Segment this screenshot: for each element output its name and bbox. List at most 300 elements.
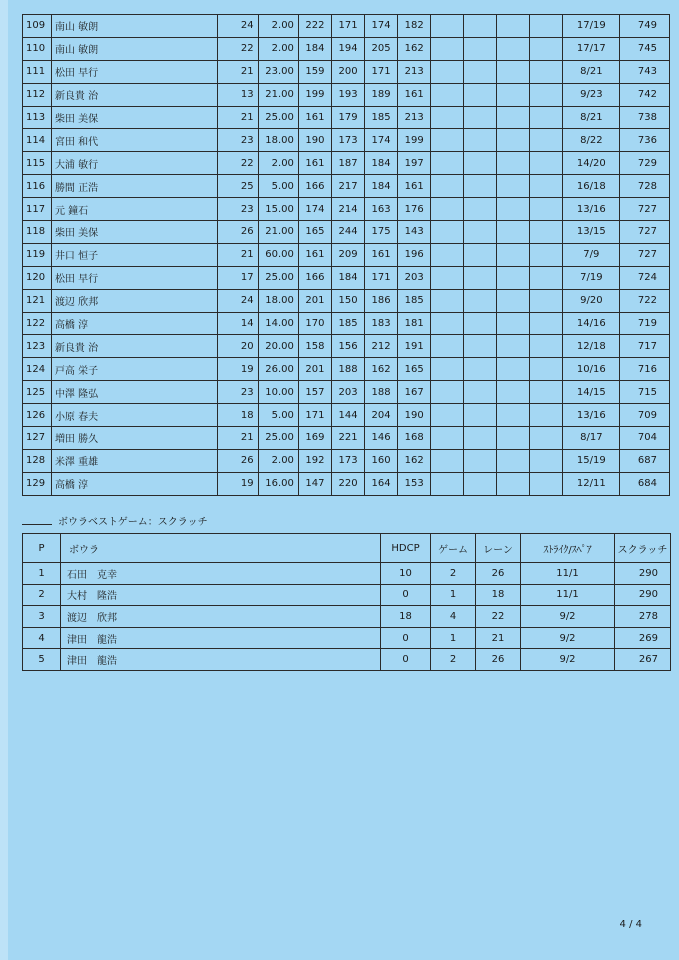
game1-cell: 190 — [298, 129, 331, 152]
position-cell: 3 — [23, 606, 61, 628]
empty-cell — [497, 449, 530, 472]
game1-cell: 170 — [298, 312, 331, 335]
rank-cell: 109 — [23, 15, 52, 38]
empty-cell — [464, 243, 497, 266]
game4-cell: 196 — [398, 243, 431, 266]
name-cell: 松田 早行 — [51, 266, 217, 289]
game3-cell: 189 — [365, 83, 398, 106]
table-row — [23, 335, 670, 358]
game4-cell: 165 — [398, 358, 431, 381]
game3-cell: 175 — [365, 221, 398, 244]
empty-cell — [530, 60, 563, 83]
games-cell: 26 — [218, 449, 258, 472]
ranking-table-body — [23, 15, 670, 496]
hdcp-cell: 25.00 — [258, 266, 298, 289]
empty-cell — [431, 243, 464, 266]
game3-cell: 161 — [365, 243, 398, 266]
name-cell: 勝間 正浩 — [51, 175, 217, 198]
rank-cell: 116 — [23, 175, 52, 198]
hdcp-cell: 21.00 — [258, 221, 298, 244]
empty-cell — [431, 152, 464, 175]
empty-cell — [530, 221, 563, 244]
game3-cell: 160 — [365, 449, 398, 472]
empty-cell — [431, 312, 464, 335]
header-scratch: スクラッチ — [615, 534, 671, 563]
empty-cell — [530, 427, 563, 450]
empty-cell — [464, 221, 497, 244]
game4-cell: 162 — [398, 37, 431, 60]
empty-cell — [431, 381, 464, 404]
game1-cell: 171 — [298, 404, 331, 427]
empty-cell — [530, 83, 563, 106]
table-row — [23, 449, 670, 472]
games-cell: 24 — [218, 289, 258, 312]
game2-cell: 179 — [331, 106, 364, 129]
game1-cell: 184 — [298, 37, 331, 60]
scratch-cell: 269 — [615, 627, 671, 649]
rank-cell: 112 — [23, 83, 52, 106]
empty-cell — [530, 152, 563, 175]
table-row — [23, 221, 670, 244]
hdcp-cell: 18.00 — [258, 129, 298, 152]
empty-cell — [530, 266, 563, 289]
game3-cell: 146 — [365, 427, 398, 450]
hdcp-cell: 0 — [381, 649, 431, 671]
header-game: ゲーム — [431, 534, 476, 563]
empty-cell — [497, 15, 530, 38]
empty-cell — [530, 175, 563, 198]
strike-spare-cell: 9/23 — [563, 83, 620, 106]
total-cell: 738 — [620, 106, 670, 129]
name-cell: 新良貴 治 — [51, 83, 217, 106]
strike-spare-cell: 8/17 — [563, 427, 620, 450]
games-cell: 14 — [218, 312, 258, 335]
game2-cell: 156 — [331, 335, 364, 358]
empty-cell — [497, 472, 530, 495]
table-row — [23, 266, 670, 289]
games-cell: 21 — [218, 106, 258, 129]
position-cell: 5 — [23, 649, 61, 671]
game3-cell: 174 — [365, 129, 398, 152]
strike-spare-cell: 9/2 — [521, 627, 615, 649]
games-cell: 24 — [218, 15, 258, 38]
strike-spare-cell: 15/19 — [563, 449, 620, 472]
total-cell: 729 — [620, 152, 670, 175]
empty-cell — [464, 427, 497, 450]
games-cell: 18 — [218, 404, 258, 427]
empty-cell — [431, 83, 464, 106]
heading-rule — [22, 524, 52, 525]
game-cell: 2 — [431, 563, 476, 585]
total-cell: 743 — [620, 60, 670, 83]
game2-cell: 185 — [331, 312, 364, 335]
header-strike-spare: ｽﾄﾗｲｸ/ｽﾍﾟｱ — [521, 534, 615, 563]
ranking-table — [22, 14, 670, 496]
header-p: P — [23, 534, 61, 563]
games-cell: 22 — [218, 152, 258, 175]
rank-cell: 118 — [23, 221, 52, 244]
hdcp-cell: 0 — [381, 584, 431, 606]
rank-cell: 114 — [23, 129, 52, 152]
table-row — [23, 627, 671, 649]
hdcp-cell: 20.00 — [258, 335, 298, 358]
hdcp-cell: 14.00 — [258, 312, 298, 335]
empty-cell — [431, 198, 464, 221]
empty-cell — [464, 312, 497, 335]
strike-spare-cell: 9/20 — [563, 289, 620, 312]
games-cell: 23 — [218, 381, 258, 404]
table-row — [23, 106, 670, 129]
hdcp-cell: 18 — [381, 606, 431, 628]
empty-cell — [497, 60, 530, 83]
table-row — [23, 83, 670, 106]
strike-spare-cell: 13/16 — [563, 198, 620, 221]
empty-cell — [431, 106, 464, 129]
position-cell: 4 — [23, 627, 61, 649]
rank-cell: 111 — [23, 60, 52, 83]
game1-cell: 161 — [298, 106, 331, 129]
empty-cell — [497, 404, 530, 427]
hdcp-cell: 2.00 — [258, 15, 298, 38]
empty-cell — [530, 198, 563, 221]
table-row — [23, 198, 670, 221]
game1-cell: 169 — [298, 427, 331, 450]
empty-cell — [497, 152, 530, 175]
hdcp-cell: 23.00 — [258, 60, 298, 83]
empty-cell — [431, 266, 464, 289]
rank-cell: 127 — [23, 427, 52, 450]
table-row — [23, 15, 670, 38]
game4-cell: 191 — [398, 335, 431, 358]
name-cell: 柴田 美保 — [51, 106, 217, 129]
game4-cell: 167 — [398, 381, 431, 404]
empty-cell — [464, 15, 497, 38]
game4-cell: 143 — [398, 221, 431, 244]
empty-cell — [431, 472, 464, 495]
game2-cell: 193 — [331, 83, 364, 106]
table-row — [23, 60, 670, 83]
game2-cell: 173 — [331, 449, 364, 472]
position-cell: 2 — [23, 584, 61, 606]
game4-cell: 213 — [398, 106, 431, 129]
empty-cell — [530, 381, 563, 404]
game2-cell: 194 — [331, 37, 364, 60]
rank-cell: 128 — [23, 449, 52, 472]
scratch-cell: 290 — [615, 584, 671, 606]
strike-spare-cell: 12/18 — [563, 335, 620, 358]
game1-cell: 147 — [298, 472, 331, 495]
empty-cell — [530, 129, 563, 152]
hdcp-cell: 26.00 — [258, 358, 298, 381]
empty-cell — [464, 404, 497, 427]
game2-cell: 203 — [331, 381, 364, 404]
empty-cell — [431, 289, 464, 312]
empty-cell — [464, 335, 497, 358]
game3-cell: 162 — [365, 358, 398, 381]
rank-cell: 119 — [23, 243, 52, 266]
total-cell: 749 — [620, 15, 670, 38]
games-cell: 22 — [218, 37, 258, 60]
total-cell: 715 — [620, 381, 670, 404]
strike-spare-cell: 14/16 — [563, 312, 620, 335]
games-cell: 19 — [218, 358, 258, 381]
game4-cell: 153 — [398, 472, 431, 495]
table-row — [23, 37, 670, 60]
strike-spare-cell: 17/17 — [563, 37, 620, 60]
game3-cell: 185 — [365, 106, 398, 129]
strike-spare-cell: 11/1 — [521, 584, 615, 606]
game4-cell: 190 — [398, 404, 431, 427]
empty-cell — [497, 175, 530, 198]
games-cell: 13 — [218, 83, 258, 106]
strike-spare-cell: 7/19 — [563, 266, 620, 289]
name-cell: 宮田 和代 — [51, 129, 217, 152]
strike-spare-cell: 10/16 — [563, 358, 620, 381]
games-cell: 21 — [218, 60, 258, 83]
rank-cell: 113 — [23, 106, 52, 129]
empty-cell — [530, 472, 563, 495]
hdcp-cell: 2.00 — [258, 449, 298, 472]
game4-cell: 168 — [398, 427, 431, 450]
total-cell: 736 — [620, 129, 670, 152]
game2-cell: 217 — [331, 175, 364, 198]
game4-cell: 161 — [398, 83, 431, 106]
game4-cell: 181 — [398, 312, 431, 335]
name-cell: 高橋 淳 — [51, 472, 217, 495]
empty-cell — [497, 129, 530, 152]
empty-cell — [530, 106, 563, 129]
empty-cell — [530, 312, 563, 335]
hdcp-cell: 5.00 — [258, 175, 298, 198]
empty-cell — [497, 83, 530, 106]
table-row — [23, 606, 671, 628]
total-cell: 724 — [620, 266, 670, 289]
game2-cell: 209 — [331, 243, 364, 266]
rank-cell: 129 — [23, 472, 52, 495]
table-row — [23, 289, 670, 312]
empty-cell — [530, 335, 563, 358]
game1-cell: 161 — [298, 152, 331, 175]
game4-cell: 203 — [398, 266, 431, 289]
name-cell: 渡辺 欣邦 — [51, 289, 217, 312]
game3-cell: 174 — [365, 15, 398, 38]
empty-cell — [530, 289, 563, 312]
bowler-cell: 大村 隆浩 — [61, 584, 381, 606]
hdcp-cell: 0 — [381, 627, 431, 649]
name-cell: 戸高 栄子 — [51, 358, 217, 381]
rank-cell: 126 — [23, 404, 52, 427]
strike-spare-cell: 13/15 — [563, 221, 620, 244]
game1-cell: 161 — [298, 243, 331, 266]
empty-cell — [431, 60, 464, 83]
table-row — [23, 129, 670, 152]
game3-cell: 164 — [365, 472, 398, 495]
strike-spare-cell: 7/9 — [563, 243, 620, 266]
game1-cell: 201 — [298, 358, 331, 381]
empty-cell — [431, 335, 464, 358]
total-cell: 719 — [620, 312, 670, 335]
empty-cell — [530, 404, 563, 427]
game2-cell: 244 — [331, 221, 364, 244]
bowler-cell: 津田 龍浩 — [61, 627, 381, 649]
strike-spare-cell: 14/20 — [563, 152, 620, 175]
game2-cell: 173 — [331, 129, 364, 152]
name-cell: 増田 勝久 — [51, 427, 217, 450]
strike-spare-cell: 17/19 — [563, 15, 620, 38]
rank-cell: 117 — [23, 198, 52, 221]
empty-cell — [497, 381, 530, 404]
game3-cell: 184 — [365, 152, 398, 175]
empty-cell — [431, 37, 464, 60]
empty-cell — [464, 60, 497, 83]
game3-cell: 163 — [365, 198, 398, 221]
game-cell: 1 — [431, 584, 476, 606]
games-cell: 20 — [218, 335, 258, 358]
table-row — [23, 649, 671, 671]
game2-cell: 200 — [331, 60, 364, 83]
strike-spare-cell: 11/1 — [521, 563, 615, 585]
name-cell: 南山 敏朗 — [51, 15, 217, 38]
empty-cell — [497, 221, 530, 244]
strike-spare-cell: 8/21 — [563, 106, 620, 129]
empty-cell — [497, 37, 530, 60]
games-cell: 23 — [218, 198, 258, 221]
games-cell: 21 — [218, 243, 258, 266]
game3-cell: 186 — [365, 289, 398, 312]
rank-cell: 121 — [23, 289, 52, 312]
hdcp-cell: 21.00 — [258, 83, 298, 106]
hdcp-cell: 10 — [381, 563, 431, 585]
hdcp-cell: 25.00 — [258, 427, 298, 450]
table-row — [23, 243, 670, 266]
table-row — [23, 427, 670, 450]
scratch-cell: 278 — [615, 606, 671, 628]
total-cell: 727 — [620, 221, 670, 244]
empty-cell — [497, 312, 530, 335]
game1-cell: 157 — [298, 381, 331, 404]
name-cell: 元 鐘石 — [51, 198, 217, 221]
bowler-cell: 津田 龍浩 — [61, 649, 381, 671]
strike-spare-cell: 13/16 — [563, 404, 620, 427]
total-cell: 704 — [620, 427, 670, 450]
strike-spare-cell: 16/18 — [563, 175, 620, 198]
table-row — [23, 472, 670, 495]
game1-cell: 222 — [298, 15, 331, 38]
rank-cell: 125 — [23, 381, 52, 404]
page-edge — [0, 0, 8, 960]
bowler-cell: 渡辺 欣邦 — [61, 606, 381, 628]
strike-spare-cell: 8/22 — [563, 129, 620, 152]
hdcp-cell: 18.00 — [258, 289, 298, 312]
empty-cell — [530, 15, 563, 38]
table-row — [23, 312, 670, 335]
hdcp-cell: 5.00 — [258, 404, 298, 427]
best-game-heading — [22, 513, 208, 528]
best-game-header-row — [23, 534, 671, 563]
name-cell: 中澤 隆弘 — [51, 381, 217, 404]
rank-cell: 115 — [23, 152, 52, 175]
games-cell: 19 — [218, 472, 258, 495]
game-cell: 2 — [431, 649, 476, 671]
games-cell: 23 — [218, 129, 258, 152]
table-row — [23, 175, 670, 198]
strike-spare-cell: 9/2 — [521, 649, 615, 671]
hdcp-cell: 2.00 — [258, 152, 298, 175]
empty-cell — [464, 106, 497, 129]
empty-cell — [464, 129, 497, 152]
table-row — [23, 381, 670, 404]
game4-cell: 197 — [398, 152, 431, 175]
game4-cell: 182 — [398, 15, 431, 38]
game3-cell: 204 — [365, 404, 398, 427]
rank-cell: 124 — [23, 358, 52, 381]
rank-cell: 123 — [23, 335, 52, 358]
table-row — [23, 563, 671, 585]
game2-cell: 184 — [331, 266, 364, 289]
game3-cell: 205 — [365, 37, 398, 60]
table-row — [23, 404, 670, 427]
empty-cell — [431, 427, 464, 450]
header-bowler: ボウラ — [61, 534, 381, 563]
lane-cell: 22 — [476, 606, 521, 628]
total-cell: 745 — [620, 37, 670, 60]
empty-cell — [464, 37, 497, 60]
hdcp-cell: 16.00 — [258, 472, 298, 495]
name-cell: 井口 恒子 — [51, 243, 217, 266]
game4-cell: 162 — [398, 449, 431, 472]
name-cell: 新良貴 治 — [51, 335, 217, 358]
empty-cell — [497, 106, 530, 129]
empty-cell — [497, 198, 530, 221]
game2-cell: 144 — [331, 404, 364, 427]
hdcp-cell: 2.00 — [258, 37, 298, 60]
rank-cell: 122 — [23, 312, 52, 335]
total-cell: 684 — [620, 472, 670, 495]
empty-cell — [530, 358, 563, 381]
empty-cell — [464, 152, 497, 175]
lane-cell: 21 — [476, 627, 521, 649]
empty-cell — [464, 358, 497, 381]
game1-cell: 192 — [298, 449, 331, 472]
hdcp-cell: 60.00 — [258, 243, 298, 266]
table-row — [23, 152, 670, 175]
position-cell: 1 — [23, 563, 61, 585]
table-row — [23, 584, 671, 606]
lane-cell: 26 — [476, 649, 521, 671]
empty-cell — [464, 175, 497, 198]
empty-cell — [497, 266, 530, 289]
empty-cell — [464, 266, 497, 289]
empty-cell — [497, 243, 530, 266]
strike-spare-cell: 9/2 — [521, 606, 615, 628]
empty-cell — [431, 404, 464, 427]
empty-cell — [530, 243, 563, 266]
game-cell: 4 — [431, 606, 476, 628]
bowler-cell: 石田 克幸 — [61, 563, 381, 585]
game2-cell: 187 — [331, 152, 364, 175]
game2-cell: 171 — [331, 15, 364, 38]
game1-cell: 165 — [298, 221, 331, 244]
empty-cell — [431, 449, 464, 472]
empty-cell — [431, 221, 464, 244]
game1-cell: 199 — [298, 83, 331, 106]
strike-spare-cell: 12/11 — [563, 472, 620, 495]
hdcp-cell: 15.00 — [258, 198, 298, 221]
total-cell: 728 — [620, 175, 670, 198]
game2-cell: 214 — [331, 198, 364, 221]
game3-cell: 184 — [365, 175, 398, 198]
total-cell: 727 — [620, 243, 670, 266]
